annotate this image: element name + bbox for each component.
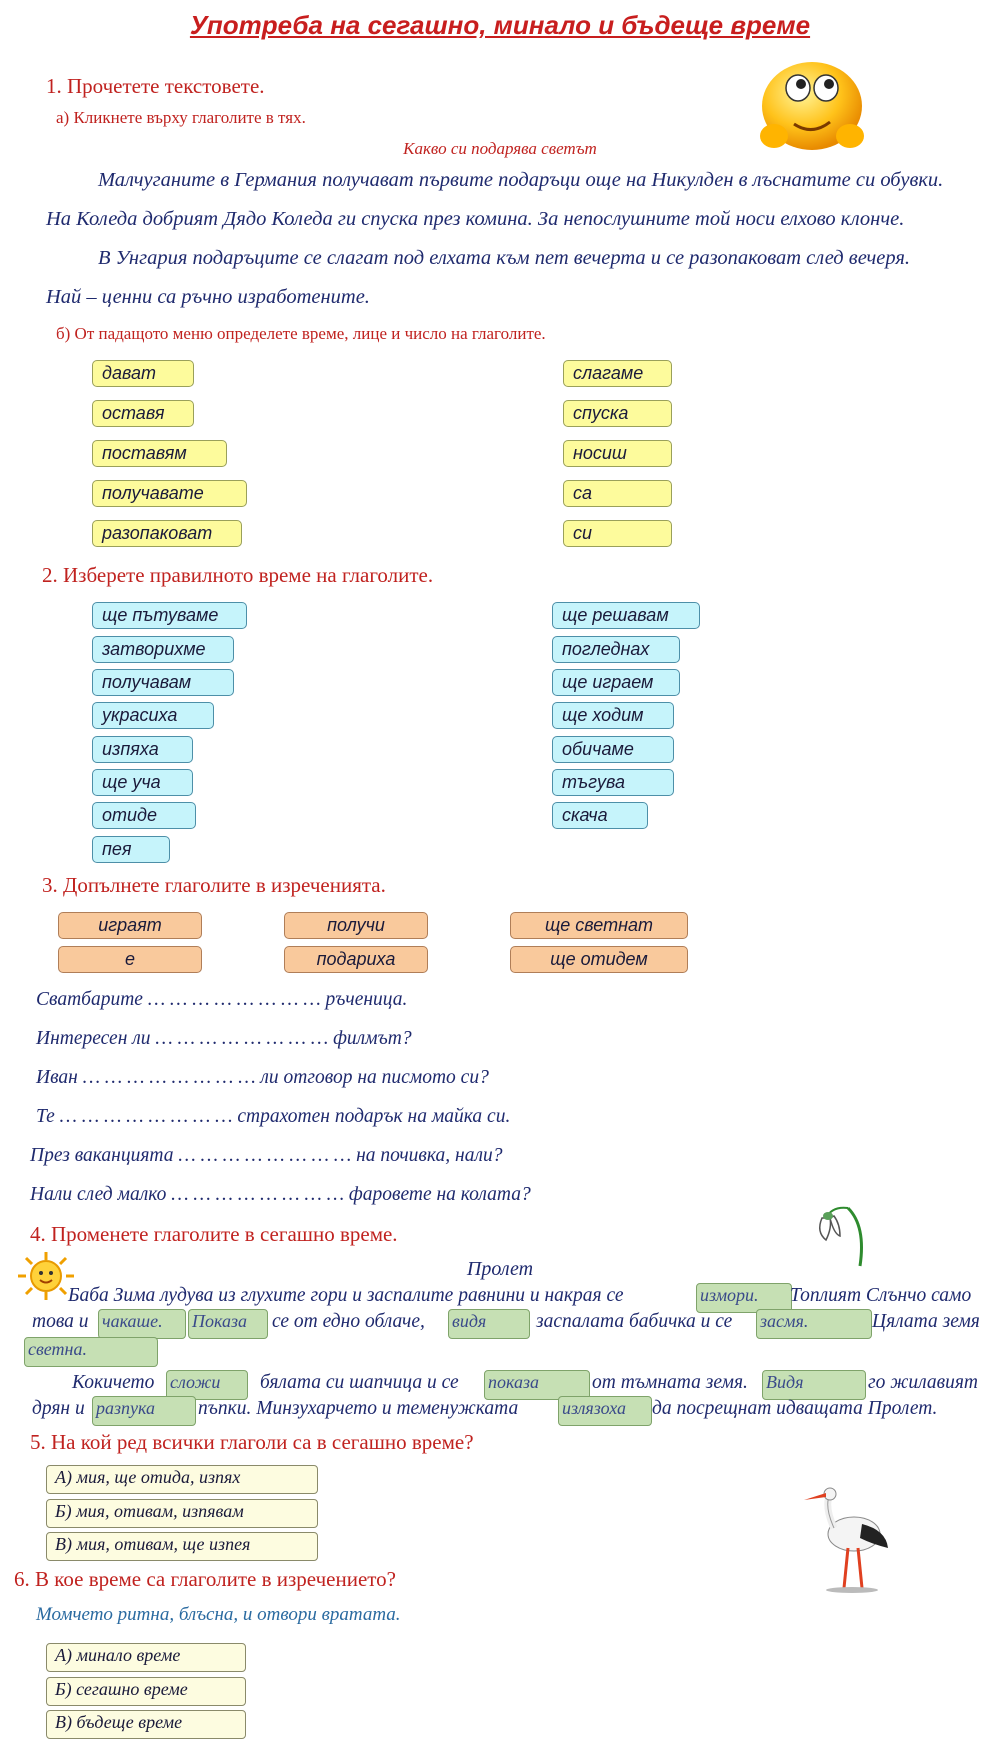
- verb-dropdown[interactable]: оставя: [92, 400, 194, 427]
- verb-dropdown[interactable]: слагаме: [563, 360, 672, 387]
- tense-option[interactable]: получавам: [92, 669, 234, 696]
- answer-input[interactable]: Видя: [762, 1370, 866, 1400]
- tense-option[interactable]: изпяха: [92, 736, 193, 763]
- drag-word[interactable]: е: [58, 946, 202, 973]
- drag-word[interactable]: подариха: [284, 946, 428, 973]
- story-text: Цялата земя: [872, 1311, 980, 1332]
- answer-input[interactable]: видя: [448, 1309, 530, 1339]
- story-text: го жилавият: [868, 1372, 978, 1393]
- verb-dropdown[interactable]: разопаковат: [92, 520, 242, 547]
- answer-input[interactable]: измори.: [696, 1283, 792, 1313]
- answer-option[interactable]: Б) мия, отивам, изпявам: [46, 1499, 318, 1528]
- answer-option[interactable]: В) мия, отивам, ще изпея: [46, 1532, 318, 1561]
- tense-option[interactable]: скача: [552, 802, 648, 829]
- verb-dropdown[interactable]: си: [563, 520, 672, 547]
- answer-input[interactable]: разпука: [92, 1396, 196, 1426]
- story-text: Кокичето: [72, 1372, 155, 1393]
- verb-dropdown[interactable]: са: [563, 480, 672, 507]
- tense-option[interactable]: затворихме: [92, 636, 234, 663]
- tense-option[interactable]: ще ходим: [552, 702, 674, 729]
- answer-option[interactable]: Б) сегашно време: [46, 1677, 246, 1706]
- story-text: Топлият Слънчо само: [790, 1285, 972, 1306]
- tense-option[interactable]: украсиха: [92, 702, 214, 729]
- drag-word[interactable]: ще светнат: [510, 912, 688, 939]
- story-text: се от едно облаче,: [272, 1311, 425, 1332]
- story-text: да посрещнат идващата Пролет.: [652, 1398, 938, 1419]
- story-text: Баба Зима лудува из глухите гори и заспалите равнини и накрая се: [68, 1285, 624, 1306]
- fill-sentence[interactable]: Иван … … … … … … … … ли отговор на писмото си?: [36, 1067, 489, 1088]
- answer-input[interactable]: показа: [484, 1370, 590, 1400]
- story-title: Какво си подарява светът: [403, 139, 597, 158]
- fill-sentence[interactable]: Интересен ли … … … … … … … … филмът?: [36, 1028, 412, 1049]
- story-text: от тъмната земя.: [592, 1372, 748, 1393]
- task1-sub-b: б) От падащото меню определете време, лице и число на глаголите.: [56, 324, 546, 343]
- answer-input[interactable]: светна.: [24, 1337, 158, 1367]
- answer-input[interactable]: чакаше.: [98, 1309, 186, 1339]
- drag-word[interactable]: получи: [284, 912, 428, 939]
- task1-heading: 1. Прочетете текстовете.: [46, 74, 265, 98]
- page-title: Употреба на сегашно, минало и бъдеще време: [189, 10, 811, 40]
- answer-input[interactable]: сложи: [166, 1370, 248, 1400]
- story-text: бялата си шапчица и се: [260, 1372, 459, 1393]
- fill-sentence[interactable]: Нали след малко … … … … … … … … фаровете на колата?: [30, 1184, 531, 1205]
- story-paragraph-line[interactable]: Най – ценни са ръчно изработените.: [46, 286, 370, 308]
- tense-option[interactable]: погледнах: [552, 636, 680, 663]
- task1-sub-a: а) Кликнете върху глаголите в тях.: [56, 108, 306, 127]
- task5-heading: 5. На кой ред всички глаголи са в сегашно време?: [30, 1430, 474, 1454]
- task2-heading: 2. Изберете правилното време на глаголите.: [42, 563, 434, 587]
- drag-word[interactable]: ще отидем: [510, 946, 688, 973]
- story-paragraph-line[interactable]: В Унгария подаръците се слагат под елхата към пет вечерта и се разопаковат след вечеря.: [98, 247, 911, 269]
- tense-option[interactable]: ще пътуваме: [92, 602, 247, 629]
- verb-dropdown[interactable]: носиш: [563, 440, 672, 467]
- answer-input[interactable]: засмя.: [756, 1309, 872, 1339]
- verb-dropdown[interactable]: поставям: [92, 440, 227, 467]
- answer-option[interactable]: А) мия, ще отида, изпях: [46, 1465, 318, 1494]
- story-text: заспалата бабичка и се: [536, 1311, 733, 1332]
- tense-option[interactable]: ще уча: [92, 769, 193, 796]
- tense-option[interactable]: обичаме: [552, 736, 674, 763]
- tense-option[interactable]: тъгува: [552, 769, 674, 796]
- story-title: Пролет: [466, 1258, 534, 1280]
- task3-heading: 3. Допълнете глаголите в изреченията.: [42, 873, 386, 897]
- answer-option[interactable]: А) минало време: [46, 1643, 246, 1672]
- story-text: пъпки. Минзухарчето и теменужката: [198, 1398, 519, 1419]
- story-text: дрян и: [32, 1398, 85, 1419]
- story-paragraph-line[interactable]: Малчуганите в Германия получават първите подаръци още на Никулден в лъснатите си обувки.: [98, 169, 944, 191]
- tense-option[interactable]: ще играем: [552, 669, 680, 696]
- task6-sentence: Момчето ритна, блъсна, и отвори вратата.: [36, 1604, 401, 1625]
- fill-sentence[interactable]: Сватбарите … … … … … … … … ръченица.: [36, 989, 408, 1010]
- verb-dropdown[interactable]: спуска: [563, 400, 672, 427]
- answer-input[interactable]: Показа: [188, 1309, 268, 1339]
- answer-option[interactable]: В) бъдеще време: [46, 1710, 246, 1739]
- task4-heading: 4. Променете глаголите в сегашно време.: [30, 1222, 398, 1246]
- verb-dropdown[interactable]: дават: [92, 360, 194, 387]
- answer-input[interactable]: излязоха: [558, 1396, 652, 1426]
- story-text: това и: [32, 1311, 89, 1332]
- tense-option[interactable]: пея: [92, 836, 170, 863]
- stork-image: [800, 1482, 896, 1594]
- fill-sentence[interactable]: Те … … … … … … … … страхотен подарък на майка си.: [36, 1106, 511, 1127]
- verb-dropdown[interactable]: получавате: [92, 480, 247, 507]
- task6-heading: 6. В кое време са глаголите в изречението?: [14, 1567, 396, 1591]
- story-paragraph-line[interactable]: На Коледа добрият Дядо Коледа ги спуска през комина. За непослушните той носи елхово клонче.: [46, 208, 905, 230]
- tense-option[interactable]: отиде: [92, 802, 196, 829]
- drag-word[interactable]: играят: [58, 912, 202, 939]
- fill-sentence[interactable]: През ваканцията … … … … … … … … на почивка, нали?: [30, 1145, 503, 1166]
- tense-option[interactable]: ще решавам: [552, 602, 700, 629]
